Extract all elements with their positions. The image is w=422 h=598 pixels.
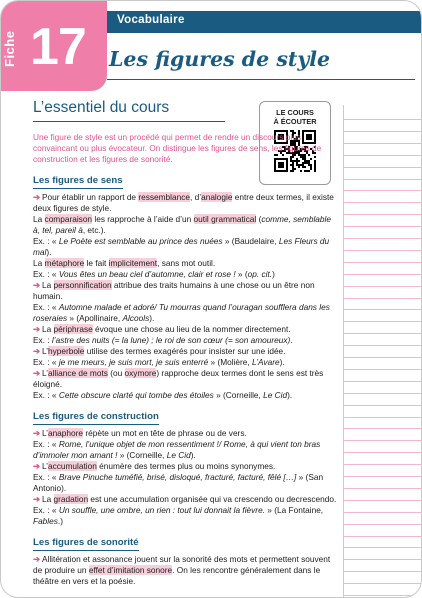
highlighted-term: analogie: [201, 192, 233, 202]
text-run: Les Fleurs du mal: [33, 236, 330, 257]
ruled-line: [343, 405, 422, 406]
text-run: , sans mot outil.: [157, 258, 216, 268]
highlighted-term: oxymore: [124, 368, 157, 378]
ruled-line: [343, 595, 422, 596]
ruled-line: [343, 143, 422, 144]
definition-line: [33, 554, 337, 587]
text-run: Ex. : «: [33, 302, 59, 312]
section-body: [33, 428, 335, 527]
section-body: [33, 554, 335, 587]
ruled-line: [343, 464, 422, 465]
text-run: Ex. : «: [33, 505, 59, 515]
text-run: Ex. : «: [33, 390, 59, 400]
text-run: Cette obscure clarté qui tombe des étoiles: [58, 390, 214, 400]
definition-line: [33, 280, 337, 302]
definition-line: [33, 428, 337, 439]
text-run: entre deux termes, il existe deux figures de style.: [33, 192, 334, 213]
highlighted-term: gradation: [53, 494, 89, 504]
fiche-label: Fiche: [2, 30, 17, 68]
ruled-line: [343, 345, 422, 346]
section-title: Les figures de sonorité: [33, 536, 139, 551]
section-title: Les figures de construction: [33, 410, 159, 425]
arrow-right-icon: ➔: [33, 494, 40, 504]
ruled-line: [343, 226, 422, 227]
text-run: Ex. : «: [33, 439, 59, 449]
ruled-line: [343, 440, 422, 441]
example-line: [33, 258, 337, 269]
text-run: » (La Fontaine,: [265, 505, 324, 515]
example-line: [33, 439, 337, 461]
ruled-line: [343, 131, 422, 132]
text-run: » (: [235, 269, 248, 279]
ruled-line: [343, 428, 422, 429]
ruled-line: [343, 202, 422, 203]
text-run: La: [33, 214, 45, 224]
text-run: » (Apollinaire,: [67, 313, 123, 323]
example-line: [33, 236, 337, 258]
ruled-line: [343, 262, 422, 263]
ruled-line: [343, 559, 422, 560]
text-run: Alcools: [122, 313, 150, 323]
text-run: Ex. : «: [33, 357, 59, 367]
highlighted-term: outil grammatical: [193, 214, 257, 224]
page-title: Les figures de style: [107, 39, 415, 80]
notes-ruled-area: [343, 105, 422, 598]
text-run: . On les rencontre généralement dans le théâtre en vers et la poésie.: [33, 565, 321, 586]
highlighted-term: anaphore: [47, 428, 84, 438]
example-line: [33, 214, 337, 236]
definition-line: [33, 368, 337, 390]
intro-text: Une figure de style est un procédé qui permet de rendre un discours plus convaincant ou plus évocateur. On distingue les figures de sens, les figures de construction et les figures de sonorité.: [33, 132, 322, 164]
ruled-line: [343, 547, 422, 548]
highlighted-term: comparaison: [44, 214, 93, 224]
arrow-right-icon: ➔: [33, 280, 40, 290]
arrow-right-icon: ➔: [33, 368, 40, 378]
ruled-line: [343, 119, 422, 120]
text-run: ).: [149, 313, 155, 323]
text-run: Un souffle, une ombre, un rien : tout lui donnait la fièvre.: [58, 505, 265, 515]
example-line: [33, 390, 337, 401]
example-line: [33, 302, 337, 324]
definition-line: [33, 461, 337, 472]
highlighted-term: personnification: [53, 280, 112, 290]
highlighted-term: périphrase: [53, 324, 93, 334]
text-run: .: [290, 335, 293, 345]
text-run: Le Cid: [166, 450, 191, 460]
text-run: » (Corneille,: [117, 450, 167, 460]
ruled-line: [343, 298, 422, 299]
text-run: (: [256, 214, 262, 224]
text-run: l’astre des nuits (= la lune) ; le roi de son cœur (= son amoureux): [51, 335, 291, 345]
highlighted-term: hyperbole: [47, 346, 85, 356]
arrow-right-icon: ➔: [33, 346, 40, 356]
ruled-line: [343, 476, 422, 477]
arrow-right-icon: ➔: [33, 192, 40, 202]
example-line: [33, 335, 337, 346]
text-run: » (Baudelaire,: [222, 236, 279, 246]
text-run: Le Poète est semblable au prince des nuées: [58, 236, 223, 246]
highlighted-term: effet d’imitation sonore: [88, 565, 173, 575]
text-run: (ou: [107, 368, 125, 378]
highlighted-term: alliance de mots: [47, 368, 108, 378]
section-heading-essentiel: L’essentiel du cours: [33, 97, 225, 122]
text-run: Vous êtes un beau ciel d’automne, clair et rose !: [58, 269, 236, 279]
text-run: » (San Antonio).: [33, 472, 324, 493]
arrow-right-icon: ➔: [33, 428, 40, 438]
definition-line: [33, 324, 337, 335]
audio-course-title: LE COURS À ÉCOUTER: [273, 108, 317, 126]
ruled-line: [343, 488, 422, 489]
text-run: Rome, l’unique objet de mon ressentiment !/ Rome, à qui vient ton bras d’immoler mon amant !: [33, 439, 321, 460]
ruled-line: [343, 155, 422, 156]
text-run: est une accumulation organisée qui va crescendo ou decrescendo.: [88, 494, 337, 504]
ruled-line: [343, 536, 422, 537]
text-run: Pour établir un rapport de: [41, 192, 139, 202]
text-run: Allitération et assonance jouent sur la sonorité des mots et permettent souvent de produire un: [33, 554, 331, 575]
text-run: ): [272, 269, 275, 279]
text-run: L’: [41, 461, 48, 471]
definition-line: [33, 494, 337, 505]
text-run: Ex. : «: [33, 236, 59, 246]
text-run: .): [57, 516, 63, 526]
ruled-line: [343, 214, 422, 215]
ruled-line: [343, 286, 422, 287]
ruled-line: [343, 357, 422, 358]
arrow-right-icon: ➔: [33, 461, 40, 471]
ruled-line: [343, 381, 422, 382]
text-run: Ex. : «: [33, 269, 59, 279]
text-run: comme, semblable à, tel, pareil à: [33, 214, 331, 235]
example-line: [33, 505, 337, 527]
text-run: le fait: [84, 258, 109, 268]
text-run: La: [41, 324, 54, 334]
example-line: [33, 269, 337, 280]
text-run: les rapproche à l’aide d’un: [92, 214, 194, 224]
ruled-line: [343, 571, 422, 572]
ruled-line: [343, 417, 422, 418]
text-run: Ex. :: [33, 335, 52, 345]
text-run: utilise des termes exagérés pour insister sur une idée.: [84, 346, 286, 356]
text-run: Fables: [33, 516, 58, 526]
ruled-line: [343, 512, 422, 513]
text-run: L’: [41, 368, 48, 378]
text-run: Brave Pinuche tuméfié, brisé, disloqué, fracturé, facturé, fêlé […]: [58, 472, 297, 482]
text-run: énumère des termes plus ou moins synonymes.: [96, 461, 276, 471]
text-run: , etc.).: [82, 225, 106, 235]
header: [1, 1, 422, 91]
arrow-right-icon: ➔: [33, 324, 40, 334]
ruled-line: [343, 333, 422, 334]
section-title: Les figures de sens: [33, 174, 123, 189]
text-run: Le Cid: [263, 390, 288, 400]
text-run: attribue des traits humains à une chose ou un être non humain.: [33, 280, 315, 301]
text-run: Automne malade et adoré/ Tu mourras quand l’ouragan soufflera dans les roseraies: [33, 302, 330, 323]
ruled-line: [343, 321, 422, 322]
fiche-number: 17: [30, 18, 86, 76]
text-run: Ex. : «: [33, 472, 59, 482]
text-run: ).: [190, 450, 196, 460]
text-run: » (Molière,: [208, 357, 253, 367]
text-run: je me meurs, je suis mort, je suis enterré: [58, 357, 209, 367]
ruled-line: [343, 274, 422, 275]
text-run: , d’: [190, 192, 202, 202]
ruled-line: [343, 452, 422, 453]
category-label: Vocabulaire: [117, 14, 185, 26]
highlighted-term: accumulation: [47, 461, 97, 471]
highlighted-term: ressemblance: [138, 192, 191, 202]
text-run: ).: [287, 390, 293, 400]
example-line: [33, 472, 337, 494]
ruled-line: [343, 524, 422, 525]
highlighted-term: implicitement: [108, 258, 158, 268]
text-run: L’Avare: [252, 357, 280, 367]
ruled-line: [343, 369, 422, 370]
arrow-right-icon: ➔: [33, 554, 40, 564]
ruled-line: [343, 393, 422, 394]
ruled-line: [343, 500, 422, 501]
text-run: ).: [279, 357, 285, 367]
text-run: L’: [41, 346, 48, 356]
definition-line: [33, 346, 337, 357]
text-run: ).: [46, 247, 52, 257]
section-body: [33, 192, 335, 401]
text-run: L’: [41, 428, 48, 438]
ruled-line: [343, 583, 422, 584]
text-run: ) rapproche deux termes dont le sens est très éloigné.: [33, 368, 324, 389]
text-run: La: [33, 258, 45, 268]
sections-container: [33, 165, 335, 587]
text-run: La: [41, 494, 54, 504]
highlighted-term: métaphore: [44, 258, 85, 268]
ruled-line: [343, 179, 422, 180]
text-run: La: [41, 280, 54, 290]
ruled-line: [343, 238, 422, 239]
ruled-line: [343, 190, 422, 191]
text-run: répète un mot en tête de phrase ou de vers.: [83, 428, 247, 438]
ruled-line: [343, 167, 422, 168]
text-run: évoque une chose au lieu de la nommer directement.: [92, 324, 291, 334]
example-line: [33, 357, 337, 368]
main-content: [33, 95, 335, 587]
ruled-line: [343, 250, 422, 251]
text-run: op. cit.: [247, 269, 273, 279]
ruled-line: [343, 309, 422, 310]
text-run: » (Corneille,: [213, 390, 264, 400]
definition-line: [33, 192, 337, 214]
